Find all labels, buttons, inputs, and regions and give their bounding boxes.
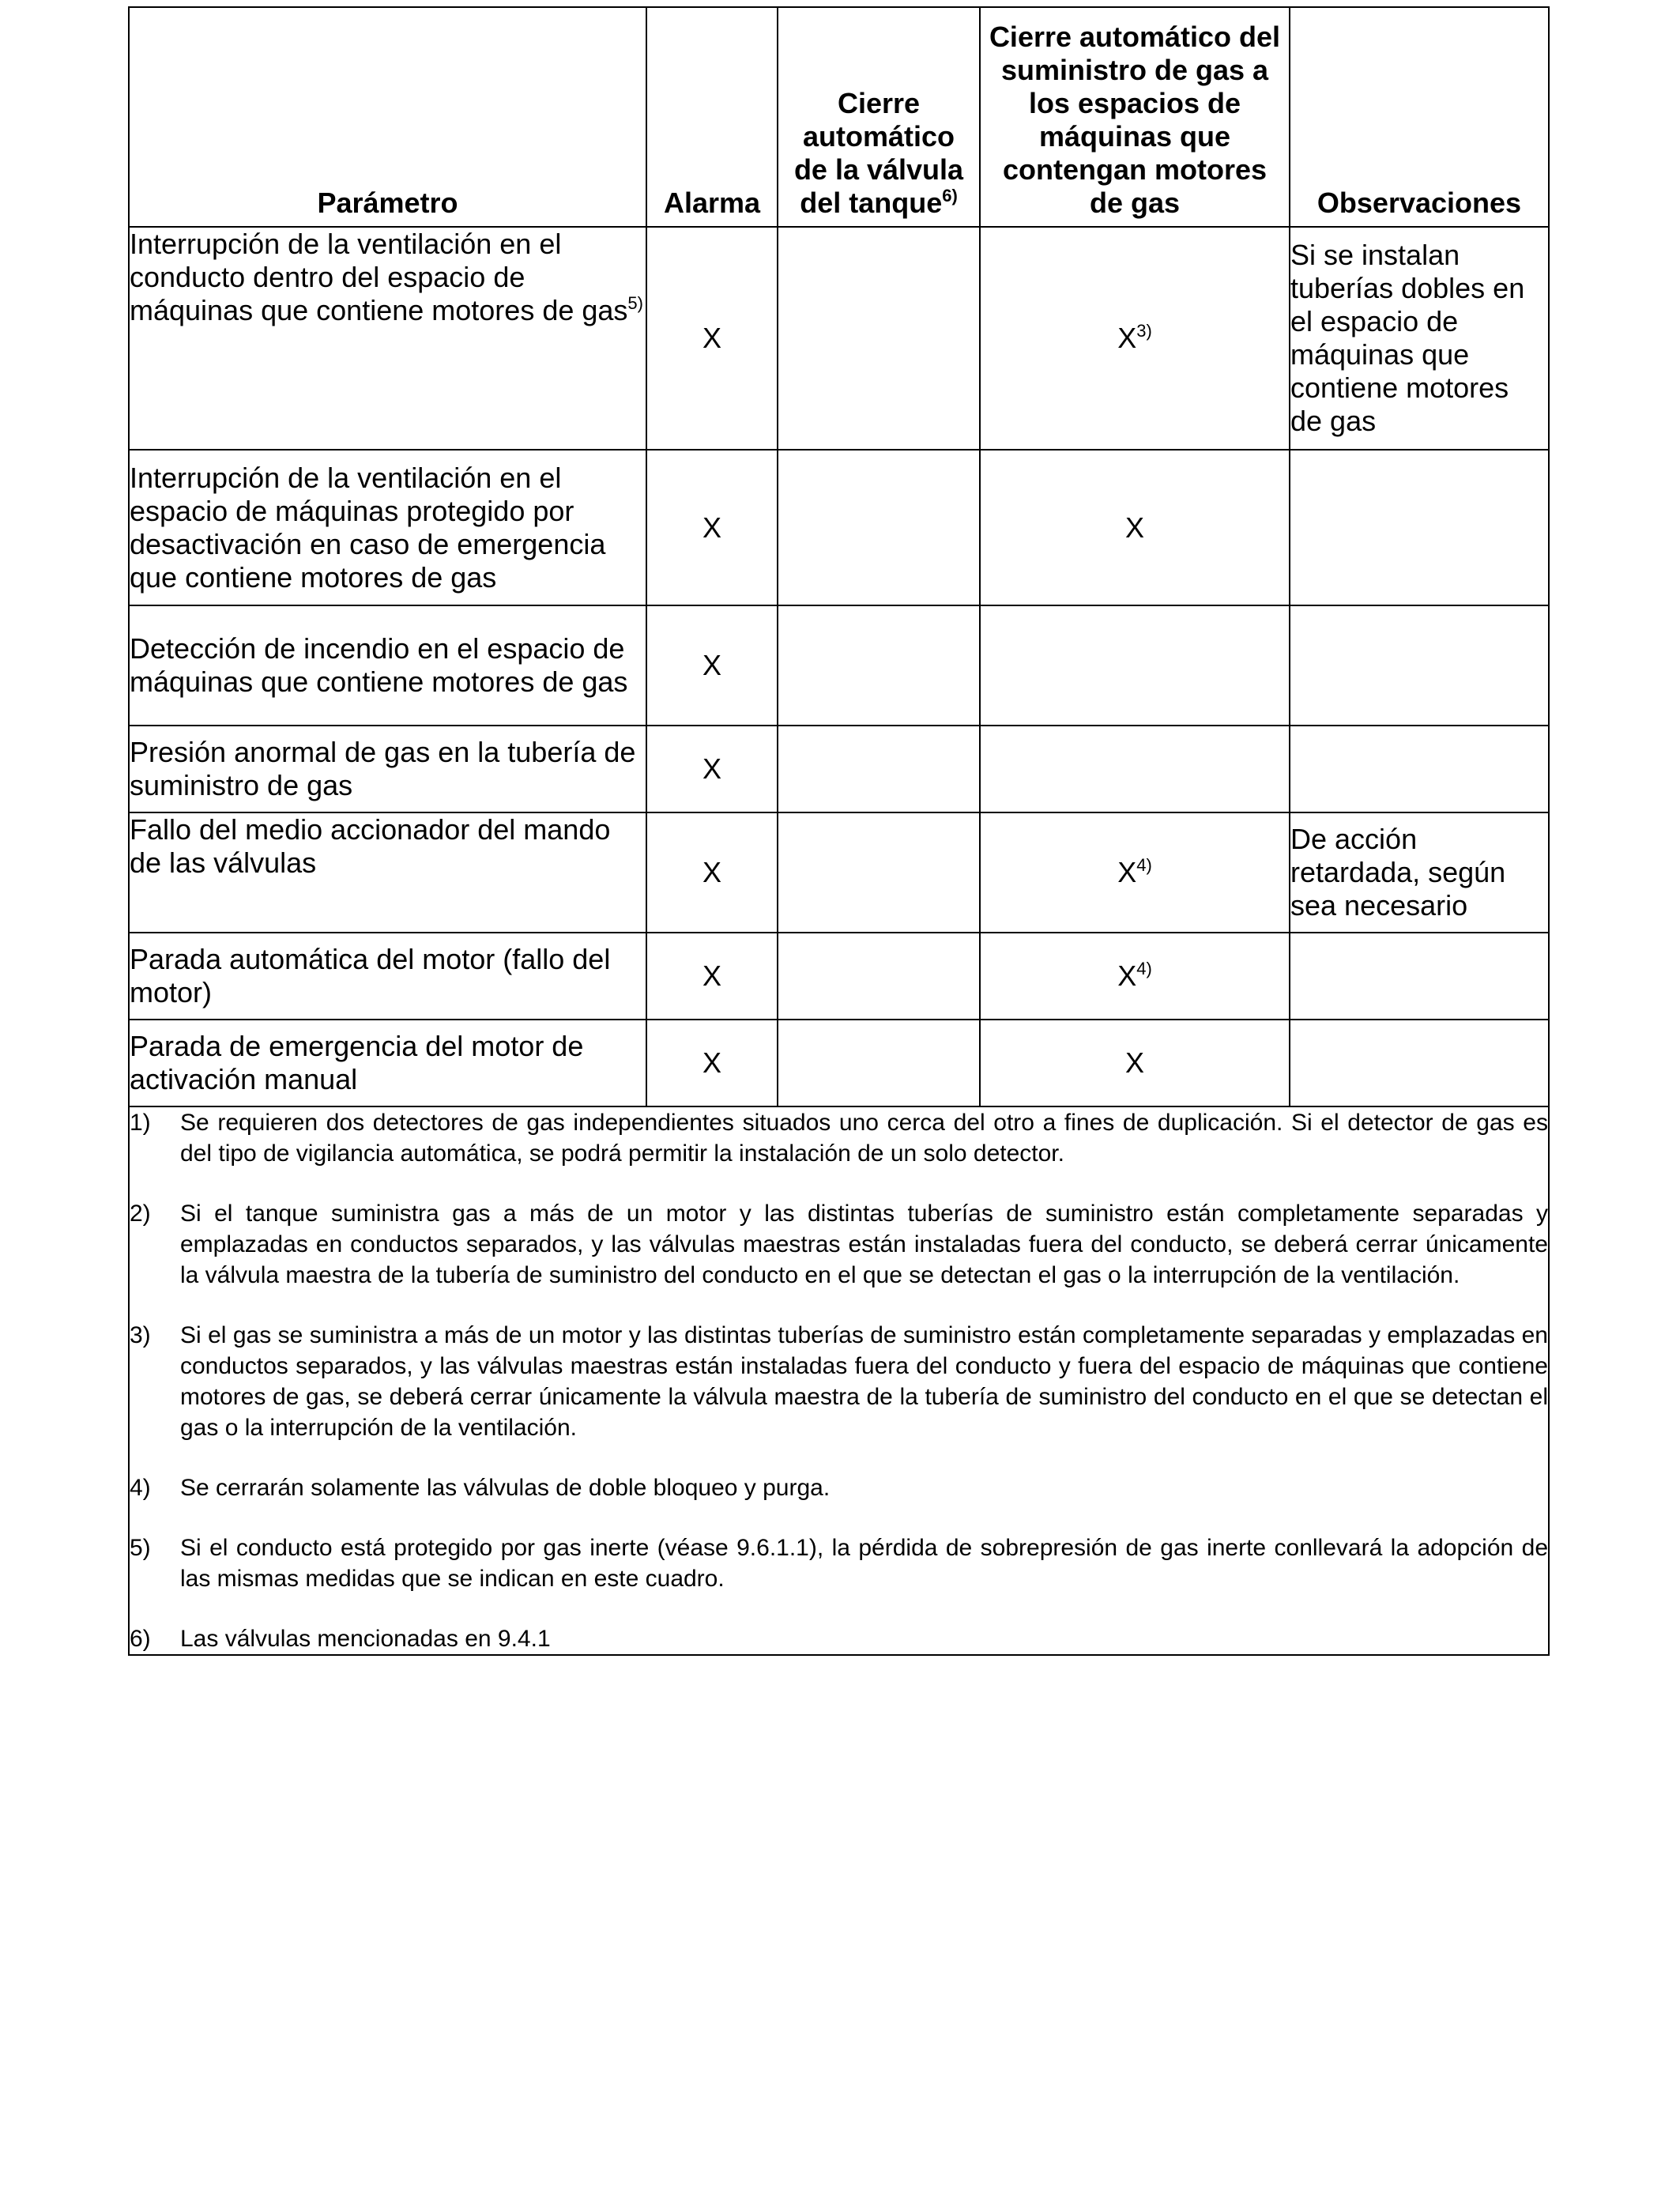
cell-cierre-suministro: X [980,450,1290,605]
header-cierre-suministro: Cierre automático del suministro de gas a los espacios de máquinas que contengan motores de gas [980,7,1290,227]
footnote-ref: 4) [1136,959,1152,978]
table-row [129,812,1549,933]
cell-observaciones [1290,605,1549,726]
footnote [130,1472,1548,1503]
header-row [129,7,1549,227]
cell-alarma: X [646,605,778,726]
cell-cierre-suministro [980,726,1290,812]
footnote-ref: 6) [942,186,958,205]
cell-cierre-suministro: $X^{3)}$ [980,227,1290,450]
footnote-number: 5) [130,1535,151,1561]
header-alarma: Alarma [646,7,778,227]
footnote [130,1107,1548,1169]
footnote-number: 3) [130,1322,151,1348]
footnote-number: 2) [130,1201,151,1227]
footnotes [129,1106,1549,1655]
cell-alarma: X [646,450,778,605]
footnote-number: 4) [130,1475,151,1501]
cell-cierre-suministro [980,605,1290,726]
header-observaciones: Observaciones [1290,7,1549,227]
table-row [129,933,1549,1020]
cell-alarma: X [646,726,778,812]
footnote-ref: 5) [627,293,643,313]
footnote-text: Si el conducto está protegido por gas inerte (véase 9.6.1.1), la pérdida de sobrepresión de gas inerte conllevará la adopción de las mismas medidas que se indican en este cuadro. [180,1535,1548,1592]
cell-alarma: X [646,227,778,450]
cell-cierre-valvula [778,933,980,1020]
footnote-text: Se requieren dos detectores de gas independientes situados uno cerca del otro a fines de duplicación. Si el detector de gas es del tipo de vigilancia automática, se podrá permitir la instalación de un solo detector. [180,1110,1548,1167]
cell-cierre-valvula [778,726,980,812]
footnote-ref: 4) [1136,855,1152,875]
cell-parametro: Interrupción de la ventilación en el conducto dentro del espacio de máquinas que contiene motores de gas$^{5)}$ [129,227,646,450]
cell-cierre-suministro: $X^{4)}$ [980,933,1290,1020]
cell-alarma: X [646,812,778,933]
cell-alarma: X [646,1020,778,1106]
footnote [130,1623,1548,1654]
alarm-shutdown-table [128,6,1550,1656]
footnote-text: Si el gas se suministra a más de un motor y las distintas tuberías de suministro están completamente separadas y emplazadas en conductos separados, y las válvulas maestras están instaladas fuera del conducto y fuera del espacio de máquinas que contiene motores de gas, se deberá cerrar únicamente la válvula maestra de la tubería de suministro del conducto en el que se detectan el gas o la interrupción de la ventilación. [180,1322,1548,1441]
footnote [130,1198,1548,1291]
notes-row [129,1106,1549,1655]
cell-parametro: Fallo del medio accionador del mando de las válvulas [129,812,646,933]
cell-observaciones [1290,726,1549,812]
table-row [129,605,1549,726]
cell-cierre-valvula [778,227,980,450]
footnote-ref: 3) [1136,321,1152,341]
cell-cierre-suministro: X [980,1020,1290,1106]
table-row [129,450,1549,605]
header-cierre-valvula: Cierre automático de la válvula del tanque$^{6)}$ [778,7,980,227]
footnote [130,1532,1548,1594]
cell-cierre-valvula [778,1020,980,1106]
cell-observaciones [1290,933,1549,1020]
table-row [129,1020,1549,1106]
cell-parametro: Detección de incendio en el espacio de máquinas que contiene motores de gas [129,605,646,726]
cell-parametro: Presión anormal de gas en la tubería de suministro de gas [129,726,646,812]
cell-cierre-suministro: $X^{4)}$ [980,812,1290,933]
cell-observaciones: Si se instalan tuberías dobles en el espacio de máquinas que contiene motores de gas [1290,227,1549,450]
header-parametro: Parámetro [129,7,646,227]
table-row [129,227,1549,450]
footnote-text: Si el tanque suministra gas a más de un motor y las distintas tuberías de suministro están completamente separadas y emplazadas en conductos separados, y las válvulas maestras están instaladas fuera del conducto, se deberá cerrar únicamente la válvula maestra de la tubería de suministro del conducto en el que se detectan el gas o la interrupción de la ventilación. [180,1201,1548,1288]
footnote-number: 6) [130,1626,151,1652]
cell-parametro: Parada automática del motor (fallo del motor) [129,933,646,1020]
cell-observaciones [1290,450,1549,605]
footnote-number: 1) [130,1110,151,1136]
cell-observaciones [1290,1020,1549,1106]
footnote-text: Las válvulas mencionadas en 9.4.1 [180,1626,551,1652]
cell-parametro: Interrupción de la ventilación en el espacio de máquinas protegido por desactivación en caso de emergencia que contiene motores de gas [129,450,646,605]
table-row [129,726,1549,812]
cell-cierre-valvula [778,605,980,726]
footnote-text: Se cerrarán solamente las válvulas de doble bloqueo y purga. [180,1475,831,1501]
cell-alarma: X [646,933,778,1020]
cell-observaciones: De acción retardada, según sea necesario [1290,812,1549,933]
cell-cierre-valvula [778,450,980,605]
cell-parametro: Parada de emergencia del motor de activación manual [129,1020,646,1106]
footnote [130,1320,1548,1443]
cell-cierre-valvula [778,812,980,933]
